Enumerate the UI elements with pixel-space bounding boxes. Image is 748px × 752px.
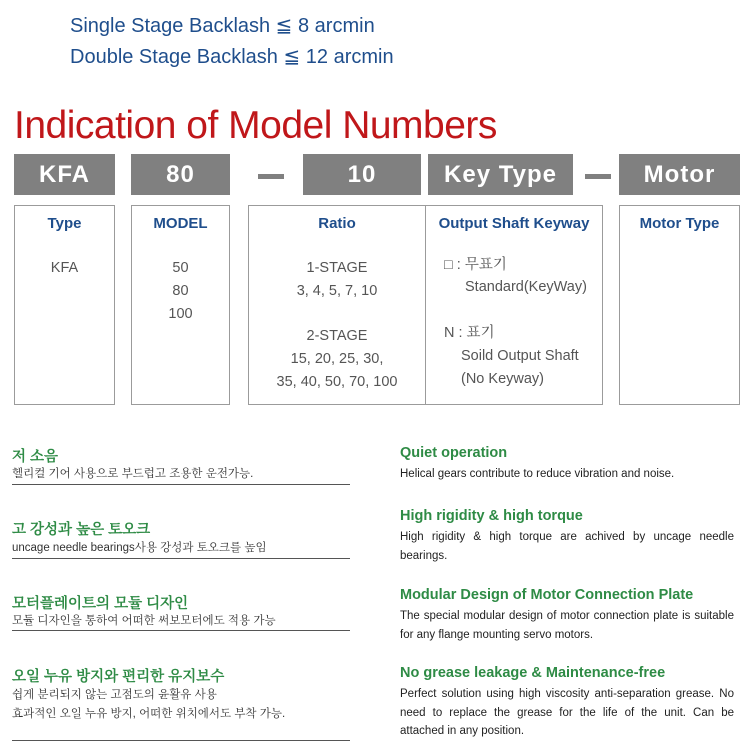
ratio-double-values: 15, 20, 25, 30, <box>290 351 384 367</box>
page-title: Indication of Model Numbers <box>14 104 497 147</box>
motor-type-column <box>619 205 740 405</box>
code-box-keyway: Key Type <box>428 154 573 195</box>
feature-en-heading: No grease leakage & Maintenance-free <box>400 665 666 681</box>
ratio-double-label: 2-STAGE <box>306 328 368 344</box>
keyway-column-title: Output Shaft Keyway <box>438 215 590 232</box>
feature-kr-heading: 저 소음 <box>12 449 59 465</box>
feature-en-text: Helical gears contribute to reduce vibration and noise. <box>400 468 675 480</box>
divider <box>12 740 350 741</box>
ratio-double-values: 35, 40, 50, 70, 100 <box>276 374 398 390</box>
ratio-single-label: 1-STAGE <box>306 260 368 276</box>
type-column <box>14 205 115 405</box>
feature-kr-text: 모듈 디자인을 통하여 어떠한 써보모터에도 적용 가능 <box>12 615 276 627</box>
feature-en-text: Perfect solution using high viscosity anti-separation grease. No need to replace the grease for the life of the unit. Can be attached in any position. <box>400 688 734 737</box>
separator-dash <box>585 174 611 179</box>
feature-kr-text: 효과적인 오일 누유 방지, 어떠한 위치에서도 부착 가능. <box>12 708 286 720</box>
keyway-option-solid-code: N : 표기 <box>444 325 495 341</box>
separator-dash <box>258 174 284 179</box>
feature-kr-heading: 모터플레이트의 모듈 디자인 <box>12 596 189 612</box>
feature-en-heading: High rigidity & high torque <box>400 508 583 524</box>
feature-kr-heading: 고 강성과 높은 토오크 <box>12 522 151 538</box>
code-box-model: 80 <box>131 154 230 195</box>
divider <box>12 484 350 485</box>
feature-en-heading: Quiet operation <box>400 445 508 461</box>
model-column <box>131 205 230 405</box>
model-value: 50 <box>172 260 189 276</box>
code-box-motor: Motor <box>619 154 740 195</box>
code-box-ratio: 10 <box>303 154 421 195</box>
type-column-title: Type <box>47 215 82 232</box>
feature-kr-heading: 오일 누유 방지와 편리한 유지보수 <box>12 669 225 685</box>
ratio-keyway-box <box>248 205 603 405</box>
model-value: 100 <box>168 306 193 322</box>
feature-en-text: The special modular design of motor connection plate is suitable for any flange mounting servo motors. <box>400 610 734 641</box>
feature-en-text: High rigidity & high torque are achived by uncage needle bearings. <box>400 531 734 562</box>
column-divider <box>425 206 426 404</box>
keyway-option-solid-desc: Soild Output Shaft <box>461 348 579 364</box>
feature-kr-text: 헬리컬 기어 사용으로 부드럽고 조용한 운전가능. <box>12 468 254 480</box>
ratio-column-title: Ratio <box>318 215 356 232</box>
feature-kr-text: 쉽게 분리되지 않는 고점도의 윤활유 사용 <box>12 689 217 701</box>
code-box-type: KFA <box>14 154 115 195</box>
model-column-title: MODEL <box>153 215 208 232</box>
motor-type-column-title: Motor Type <box>639 215 720 232</box>
ratio-single-values: 3, 4, 5, 7, 10 <box>296 283 378 299</box>
divider <box>12 558 350 559</box>
single-stage-backlash: Single Stage Backlash ≦ 8 arcmin <box>70 15 375 37</box>
feature-kr-text: uncage needle bearings사용 강성과 토오크를 높임 <box>12 542 267 554</box>
divider <box>12 630 350 631</box>
type-value: KFA <box>50 260 79 276</box>
double-stage-backlash: Double Stage Backlash ≦ 12 arcmin <box>70 46 394 68</box>
model-value: 80 <box>172 283 189 299</box>
keyway-option-standard-desc: Standard(KeyWay) <box>465 279 587 295</box>
keyway-option-solid-desc: (No Keyway) <box>461 371 544 387</box>
feature-en-heading: Modular Design of Motor Connection Plate <box>400 587 694 603</box>
keyway-option-standard-code: □ : 무표기 <box>444 257 507 273</box>
